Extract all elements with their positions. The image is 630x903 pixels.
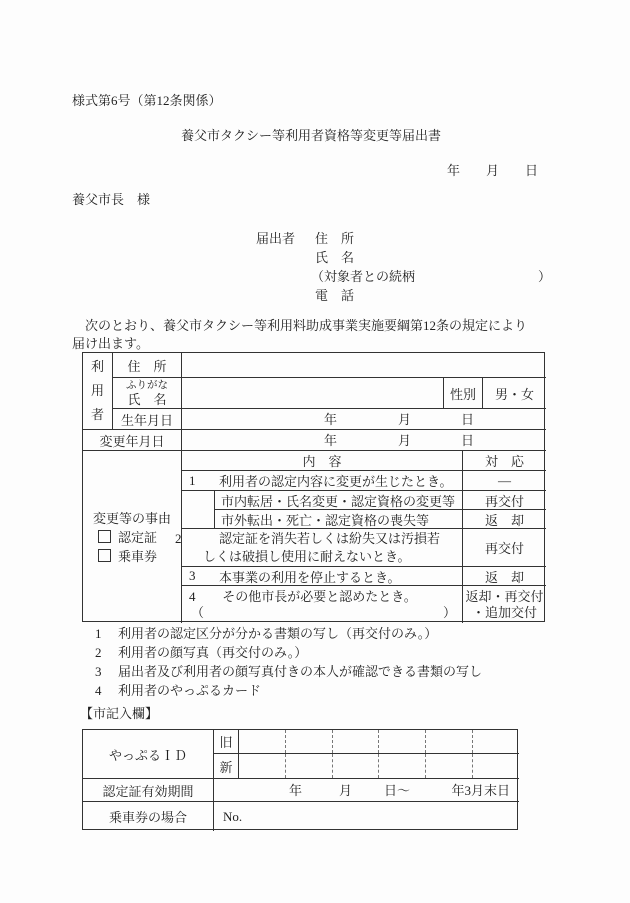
date-blank-line: 年 月 日 (447, 163, 539, 178)
cell-row1-content: 1 利用者の認定内容に変更が生じたとき。 (182, 471, 463, 491)
cell-change-reason (83, 451, 182, 623)
birth-month-label: 月 (398, 412, 412, 427)
cell-yappuru-id-label: やっぷるＩＤ (83, 730, 214, 779)
cell-row2-response: 再交付 (463, 529, 546, 567)
attachment-item-4: 4 利用者のやっぷるカード (95, 683, 262, 698)
cell-row4-response: 返却・再交付 ・追加交付 (465, 588, 544, 620)
cell-name-value (182, 378, 444, 409)
new-id-digit-cell (425, 754, 472, 778)
cell-row3-content: 3 本事業の利用を停止するとき。 (182, 567, 463, 586)
row4-number: 4 (189, 589, 196, 604)
intro-line1: 次のとおり、養父市タクシー等利用料助成事業実施要綱第12条の規定により (85, 318, 528, 333)
cell-birth-label: 生年月日 (113, 409, 182, 430)
validity-day-label: 日～ (384, 783, 411, 798)
old-id-digit-cell (332, 730, 379, 753)
applicant-label: 届出者 (256, 231, 296, 246)
reason-label: 変更等の事由 (92, 510, 171, 526)
cell-new-label: 新 (214, 754, 239, 779)
validity-month-label: 月 (339, 783, 353, 798)
name-label: 氏 名 (127, 391, 167, 407)
cell-address-label: 住 所 (113, 353, 182, 378)
change-day-label: 日 (461, 433, 475, 448)
cell-subrow2-content: 市外転出・死亡・認定資格の喪失等 (215, 510, 463, 529)
cell-validity-value (214, 779, 519, 802)
row4-paren-open: （ (191, 605, 205, 620)
cell-validity-label: 認定証有効期間 (83, 779, 214, 802)
applicant-relation-close-paren: ） (538, 269, 552, 284)
form-number: 様式第6号（第12条関係） (72, 93, 222, 108)
new-id-digit-cell (285, 754, 332, 778)
applicant-relation-label: （対象者との続柄 (311, 269, 416, 284)
user-info-table (82, 352, 545, 622)
ticket-checkbox-icon (98, 549, 111, 562)
cell-row3-response: 返 却 (463, 567, 546, 586)
cell-user-label (83, 353, 113, 430)
cell-subrow1-content: 市内転居・氏名変更・認定資格の変更等 (215, 491, 463, 510)
applicant-name-label: 氏 名 (315, 250, 355, 265)
new-id-digit-cell (332, 754, 379, 778)
cell-subrow-spacer (182, 491, 215, 529)
validity-year-label: 年 (289, 783, 303, 798)
addressee: 養父市長 様 (72, 192, 151, 207)
cell-subrow2-response: 返 却 (463, 510, 546, 529)
old-id-digit-cell (239, 730, 285, 753)
cell-subrow1-response: 再交付 (463, 491, 546, 510)
row4-paren-close: ） (442, 605, 456, 620)
city-section-heading: 【市記入欄】 (80, 706, 159, 721)
cell-ticket-label: 乗車券の場合 (83, 802, 214, 831)
cell-gender-label: 性別 (444, 378, 483, 409)
old-id-digit-cells (239, 730, 519, 754)
new-id-digit-cell (378, 754, 425, 778)
new-id-digit-cells (239, 754, 519, 779)
cell-old-label: 旧 (214, 730, 239, 754)
applicant-address-label: 住 所 (315, 231, 355, 246)
cell-row2-content: 2 認定証を消失若しくは紛失又は汚損若しくは破損し使用に耐えないとき。 (182, 529, 463, 567)
cell-content-header: 内 容 (182, 451, 463, 471)
attachment-list (95, 624, 482, 700)
reason-option-certificate: 認定証 (93, 528, 171, 547)
cell-gender-value: 男・女 (483, 378, 546, 409)
change-year-label: 年 (324, 433, 338, 448)
birth-year-label: 年 (324, 412, 338, 427)
cell-change-date-label: 変更年月日 (83, 430, 182, 451)
old-id-digit-cell (378, 730, 425, 753)
attachment-item-2: 2 利用者の顔写真（再交付のみ。） (95, 645, 308, 660)
cell-response-header: 対 応 (463, 451, 546, 471)
applicant-phone-label: 電 話 (315, 288, 355, 303)
attachment-item-3: 3 届出者及び利用者の顔写真付きの本人が確認できる書類の写し (95, 664, 483, 679)
cell-row4-content: 4 その他市長が必要と認めたとき。 （ ） (182, 586, 463, 623)
cell-row1-response: ― (463, 471, 546, 491)
old-id-digit-cell (472, 730, 519, 753)
cell-ticket-number: No. (223, 808, 243, 824)
document-title: 養父市タクシー等利用者資格等変更等届出書 (181, 128, 442, 143)
cell-change-date-value (182, 430, 546, 451)
certificate-checkbox-icon (98, 530, 111, 543)
old-id-digit-cell (425, 730, 472, 753)
row3-number: 3 (189, 568, 196, 583)
attachment-item-1: 1 利用者の認定区分が分かる書類の写し（再交付のみ。） (95, 626, 438, 641)
city-entry-table (82, 729, 518, 830)
change-month-label: 月 (398, 433, 412, 448)
new-id-digit-cell (472, 754, 519, 778)
new-id-digit-cell (239, 754, 285, 778)
old-id-digit-cell (285, 730, 332, 753)
cell-name-label (113, 378, 182, 409)
cell-address-value (182, 353, 546, 378)
cell-birth-value (182, 409, 546, 430)
row2-number: 2 (175, 530, 182, 546)
furigana-label: ふりがな (126, 379, 168, 391)
reason-option-ticket: 乗車券 (93, 547, 171, 566)
row1-number: 1 (189, 472, 196, 488)
birth-day-label: 日 (461, 412, 475, 427)
validity-end-label: 年3月末日 (451, 783, 510, 798)
intro-line2: 届け出ます。 (72, 336, 149, 351)
user-label: 利用者 (90, 359, 104, 422)
